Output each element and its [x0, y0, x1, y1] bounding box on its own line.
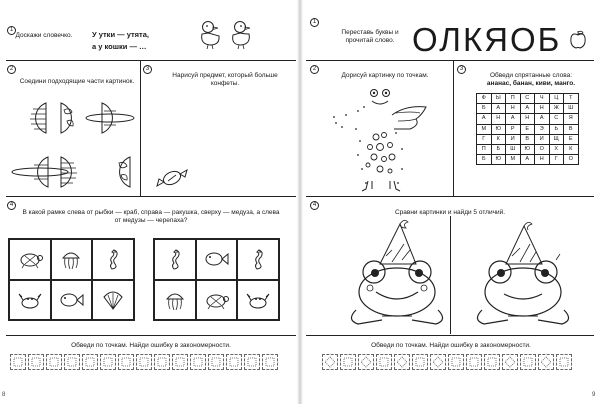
square-shape-icon	[523, 357, 533, 367]
square-shape-icon	[247, 357, 257, 367]
task-instruction: Соедини подходящие части картинок.	[19, 78, 135, 85]
trace-cell[interactable]	[136, 354, 152, 370]
grid-letter[interactable]: Ы	[491, 94, 506, 104]
sea-animal-icon	[100, 289, 126, 311]
square-shape-icon	[265, 357, 275, 367]
planet-half-icon	[98, 101, 142, 135]
square-shape-icon	[67, 357, 77, 367]
diamond-shape-icon	[540, 356, 552, 368]
trace-cell[interactable]	[172, 354, 188, 370]
trace-cell[interactable]	[154, 354, 170, 370]
sea-animal-icon	[162, 289, 188, 311]
sea-animal-icon	[17, 248, 43, 270]
trace-cell[interactable]	[100, 354, 116, 370]
trace-cell[interactable]	[226, 354, 242, 370]
square-shape-icon	[157, 357, 167, 367]
sea-animal-icon	[17, 289, 43, 311]
trace-cell[interactable]	[520, 354, 536, 370]
grid-letter[interactable]: И	[535, 134, 550, 144]
diamond-shape-icon	[432, 356, 444, 368]
pattern-row[interactable]	[10, 354, 280, 370]
grid-letter[interactable]: Б	[477, 104, 492, 114]
animal-cell[interactable]	[237, 239, 279, 280]
grid-letter[interactable]: В	[564, 124, 579, 134]
trace-cell[interactable]	[340, 354, 356, 370]
sea-animal-icon	[203, 248, 229, 270]
trace-cell[interactable]	[46, 354, 62, 370]
sea-animal-icon	[162, 248, 188, 270]
trace-cell[interactable]	[466, 354, 482, 370]
planet-half-icon	[8, 155, 52, 189]
square-shape-icon	[229, 357, 239, 367]
grid-letter[interactable]: Ж	[549, 104, 564, 114]
planet-half-icon	[12, 101, 48, 135]
grid-letter[interactable]: Р	[506, 124, 521, 134]
animal-cell[interactable]	[51, 239, 93, 280]
grid-letter[interactable]: С	[520, 94, 535, 104]
square-shape-icon	[559, 357, 569, 367]
animal-cell[interactable]	[237, 280, 279, 321]
grid-letter[interactable]: Ю	[491, 155, 506, 165]
grid-letter[interactable]: Т	[564, 94, 579, 104]
divider	[306, 60, 594, 61]
trace-cell[interactable]	[412, 354, 428, 370]
task-instruction: Переставь буквы и прочитай слово.	[341, 29, 399, 44]
grid-letter[interactable]: А	[491, 104, 506, 114]
grid-row	[477, 155, 579, 165]
square-shape-icon	[211, 357, 221, 367]
trace-cell[interactable]	[208, 354, 224, 370]
square-shape-icon	[31, 357, 41, 367]
trace-cell[interactable]	[190, 354, 206, 370]
trace-cell[interactable]	[556, 354, 572, 370]
trace-cell[interactable]	[502, 354, 518, 370]
pattern-row[interactable]	[322, 354, 574, 370]
animal-cell[interactable]	[154, 280, 196, 321]
duckling-icon	[228, 20, 254, 50]
grid-letter[interactable]: Ф	[477, 94, 492, 104]
grid-letter[interactable]: К	[564, 144, 579, 154]
sea-animal-icon	[58, 289, 84, 311]
trace-cell[interactable]	[358, 354, 374, 370]
square-shape-icon	[415, 357, 425, 367]
task-instruction: Дорисуй картинку по точкам.	[341, 72, 429, 79]
grid-letter[interactable]: Н	[535, 104, 550, 114]
grid-letter[interactable]: Ч	[535, 94, 550, 104]
frog-picture-left[interactable]	[342, 220, 452, 330]
grid-letter[interactable]: О	[564, 155, 579, 165]
hidden-words-list: ананас, банан, киви, манго.	[486, 80, 576, 87]
task-number: 1	[7, 26, 16, 35]
square-shape-icon	[175, 357, 185, 367]
trace-cell[interactable]	[394, 354, 410, 370]
grid-letter[interactable]: М	[506, 155, 521, 165]
trace-cell[interactable]	[448, 354, 464, 370]
grid-row	[477, 134, 579, 144]
grid-letter[interactable]: Б	[477, 155, 492, 165]
divider	[306, 196, 594, 197]
square-shape-icon	[469, 357, 479, 367]
grid-letter[interactable]: Х	[549, 144, 564, 154]
animal-cell[interactable]	[196, 239, 238, 280]
task-instruction: Обведи спрятанные слова:	[489, 72, 572, 79]
grid-letter[interactable]: Ю	[491, 124, 506, 134]
grid-letter[interactable]: П	[477, 144, 492, 154]
planet-half-icon	[58, 101, 94, 135]
grid-letter[interactable]: Г	[549, 155, 564, 165]
dot-to-dot-creature[interactable]	[322, 85, 432, 195]
square-shape-icon	[343, 357, 353, 367]
square-shape-icon	[487, 357, 497, 367]
diamond-shape-icon	[396, 356, 408, 368]
grid-letter[interactable]: Щ	[549, 134, 564, 144]
sea-animal-icon	[245, 248, 271, 270]
task-number: 3	[457, 65, 466, 74]
grid-letter[interactable]: Ц	[549, 94, 564, 104]
grid-row	[477, 114, 579, 124]
task-number: 1	[310, 18, 319, 27]
page-number: 8	[2, 392, 6, 398]
trace-cell[interactable]	[118, 354, 134, 370]
square-shape-icon	[49, 357, 59, 367]
trace-cell[interactable]	[10, 354, 26, 370]
animal-frame-left[interactable]	[8, 238, 135, 321]
trace-cell[interactable]	[82, 354, 98, 370]
square-shape-icon	[193, 357, 203, 367]
square-shape-icon	[139, 357, 149, 367]
grid-letter[interactable]: Ш	[506, 144, 521, 154]
task-number: 3	[143, 65, 152, 74]
page-number: 9	[592, 392, 596, 398]
task-instruction: Нарисуй предмет, который больше конфеты.	[172, 72, 278, 87]
rhyme-line-2: а у кошки — …	[92, 42, 147, 51]
right-page	[300, 0, 600, 404]
grid-letter[interactable]: Я	[564, 114, 579, 124]
square-shape-icon	[379, 357, 389, 367]
diamond-shape-icon	[324, 356, 336, 368]
grid-letter[interactable]: Ю	[520, 144, 535, 154]
square-shape-icon	[85, 357, 95, 367]
pattern-instruction: Обведи по точкам. Найди ошибку в закономерности.	[71, 342, 231, 349]
grid-letter[interactable]: С	[549, 114, 564, 124]
grid-letter[interactable]: К	[491, 134, 506, 144]
candy-icon	[155, 169, 189, 187]
divider	[453, 60, 454, 196]
grid-letter[interactable]: О	[535, 144, 550, 154]
grid-letter[interactable]: А	[520, 155, 535, 165]
animal-cell[interactable]	[92, 239, 134, 280]
grid-row	[477, 124, 579, 134]
square-shape-icon	[121, 357, 131, 367]
animal-cell[interactable]	[9, 239, 51, 280]
grid-letter[interactable]: А	[535, 114, 550, 124]
trace-cell[interactable]	[430, 354, 446, 370]
square-shape-icon	[13, 357, 23, 367]
task-instruction: Сравни картинки и найди 5 отличий.	[394, 209, 506, 216]
divider	[6, 196, 296, 197]
sea-animal-icon	[58, 248, 84, 270]
animal-cell[interactable]	[154, 239, 196, 280]
square-shape-icon	[103, 357, 113, 367]
word-search-grid[interactable]	[476, 93, 579, 165]
diamond-shape-icon	[504, 356, 516, 368]
trace-cell[interactable]	[538, 354, 554, 370]
trace-cell[interactable]	[322, 354, 338, 370]
pattern-instruction: Обведи по точкам. Найди ошибку в закономерности.	[371, 342, 531, 349]
trace-cell[interactable]	[376, 354, 392, 370]
grid-letter[interactable]: М	[477, 124, 492, 134]
grid-letter[interactable]: Г	[477, 134, 492, 144]
divider	[6, 60, 296, 61]
grid-letter[interactable]: И	[506, 134, 521, 144]
divider	[6, 335, 296, 336]
grid-row	[477, 94, 579, 104]
rhyme-line-1: У утки — утята,	[92, 30, 149, 39]
trace-cell[interactable]	[64, 354, 80, 370]
animal-cell[interactable]	[9, 280, 51, 321]
trace-cell[interactable]	[28, 354, 44, 370]
animal-cell[interactable]	[51, 280, 93, 321]
grid-letter[interactable]: А	[506, 114, 521, 124]
sea-animal-icon	[203, 289, 229, 311]
grid-row	[477, 144, 579, 154]
grid-letter[interactable]: Ш	[564, 104, 579, 114]
grid-letter[interactable]: Ь	[549, 124, 564, 134]
planet-half-icon	[97, 155, 133, 189]
apple-icon	[569, 30, 587, 50]
sea-animal-icon	[245, 289, 271, 311]
frog-picture-right[interactable]	[468, 220, 578, 330]
trace-cell[interactable]	[484, 354, 500, 370]
grid-row	[477, 104, 579, 114]
grid-letter[interactable]: Н	[535, 155, 550, 165]
grid-letter[interactable]: Б	[491, 144, 506, 154]
animal-frame-right[interactable]	[153, 238, 280, 321]
task-number: 2	[310, 65, 319, 74]
diamond-shape-icon	[360, 356, 372, 368]
grid-letter[interactable]: Н	[520, 114, 535, 124]
trace-cell[interactable]	[244, 354, 260, 370]
trace-cell[interactable]	[262, 354, 278, 370]
animal-cell[interactable]	[196, 280, 238, 321]
divider	[306, 335, 594, 336]
grid-letter[interactable]: Э	[535, 124, 550, 134]
grid-letter[interactable]: В	[520, 134, 535, 144]
grid-letter[interactable]: Е	[564, 134, 579, 144]
planet-half-icon	[58, 155, 94, 189]
scrambled-word: ОЛКЯОБ	[412, 21, 562, 58]
animal-cell[interactable]	[92, 280, 134, 321]
task-number: 4	[7, 201, 16, 210]
task-number: 4	[310, 201, 319, 210]
grid-letter[interactable]: Е	[520, 124, 535, 134]
square-shape-icon	[451, 357, 461, 367]
grid-letter[interactable]: П	[506, 94, 521, 104]
task-instruction: В какой рамке слева от рыбки — краб, справа — ракушка, сверху — медуза, а слева от медузы — черепаха?	[22, 209, 280, 224]
sea-animal-icon	[100, 248, 126, 270]
grid-letter[interactable]: Н	[491, 114, 506, 124]
grid-letter[interactable]: А	[520, 104, 535, 114]
task-instruction: Доскажи словечко.	[15, 32, 73, 39]
grid-letter[interactable]: А	[477, 114, 492, 124]
duckling-icon	[198, 20, 224, 50]
grid-letter[interactable]: Н	[506, 104, 521, 114]
task-number: 2	[7, 65, 16, 74]
